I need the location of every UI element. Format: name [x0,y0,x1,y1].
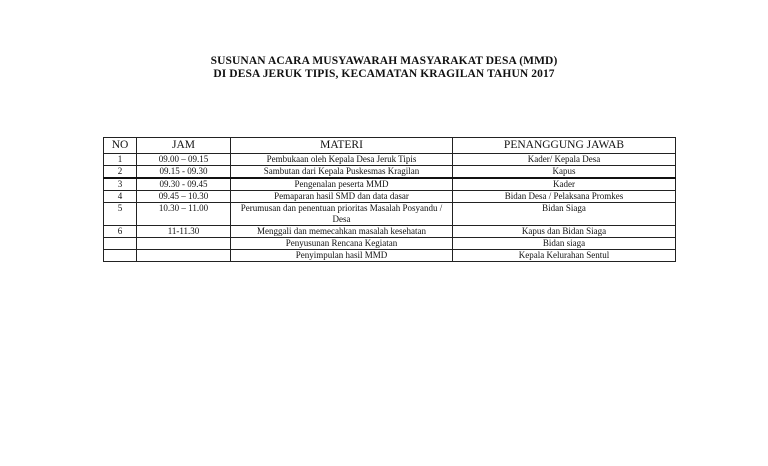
header-no: NO [104,138,137,154]
cell-jam: 09.00 – 09.15 [137,154,231,166]
cell-jam: 09.30 - 09.45 [137,178,231,191]
table-row [104,226,676,238]
cell-no: 1 [104,154,137,166]
cell-no: 5 [104,203,137,226]
cell-jam: 09.15 - 09.30 [137,166,231,179]
table-row [104,166,676,179]
table-row [104,178,676,191]
cell-no: 2 [104,166,137,179]
document-title-line-2: DI DESA JERUK TIPIS, KECAMATAN KRAGILAN TAHUN 2017 [213,68,555,80]
header-materi: MATERI [231,138,453,154]
cell-jam: 11-11.30 [137,226,231,238]
cell-penanggung-jawab: Kader/ Kepala Desa [453,154,676,166]
header-penanggung-jawab: PENANGGUNG JAWAB [453,138,676,154]
table-row [104,250,676,262]
cell-materi: Penyimpulan hasil MMD [231,250,453,262]
cell-jam: 09.45 – 10.30 [137,191,231,203]
agenda-table [103,137,676,262]
table-row [104,203,676,226]
cell-no [104,238,137,250]
cell-materi: Pemaparan hasil SMD dan data dasar [231,191,453,203]
cell-materi: Pengenalan peserta MMD [231,178,453,191]
table-row [104,154,676,166]
cell-materi: Menggali dan memecahkan masalah kesehatan [231,226,453,238]
cell-materi: Sambutan dari Kepala Puskesmas Kragilan [231,166,453,179]
cell-penanggung-jawab: Bidan Siaga [453,203,676,226]
document-title-line-1: SUSUNAN ACARA MUSYAWARAH MASYARAKAT DESA (MMD) [210,55,558,67]
cell-no: 4 [104,191,137,203]
table-row [104,238,676,250]
cell-no: 6 [104,226,137,238]
cell-no [104,250,137,262]
cell-penanggung-jawab: Kepala Kelurahan Sentul [453,250,676,262]
cell-no: 3 [104,178,137,191]
header-jam: JAM [137,138,231,154]
cell-penanggung-jawab: Bidan siaga [453,238,676,250]
cell-materi: Perumusan dan penentuan prioritas Masalah Posyandu / Desa [231,203,453,226]
cell-jam [137,238,231,250]
cell-penanggung-jawab: Kader [453,178,676,191]
cell-materi: Penyusunan Rencana Kegiatan [231,238,453,250]
cell-jam: 10.30 – 11.00 [137,203,231,226]
cell-penanggung-jawab: Bidan Desa / Pelaksana Promkes [453,191,676,203]
table-header-row [104,138,676,154]
cell-materi: Pembukaan oleh Kepala Desa Jeruk Tipis [231,154,453,166]
cell-jam [137,250,231,262]
cell-penanggung-jawab: Kapus [453,166,676,179]
cell-penanggung-jawab: Kapus dan Bidan Siaga [453,226,676,238]
table-row [104,191,676,203]
